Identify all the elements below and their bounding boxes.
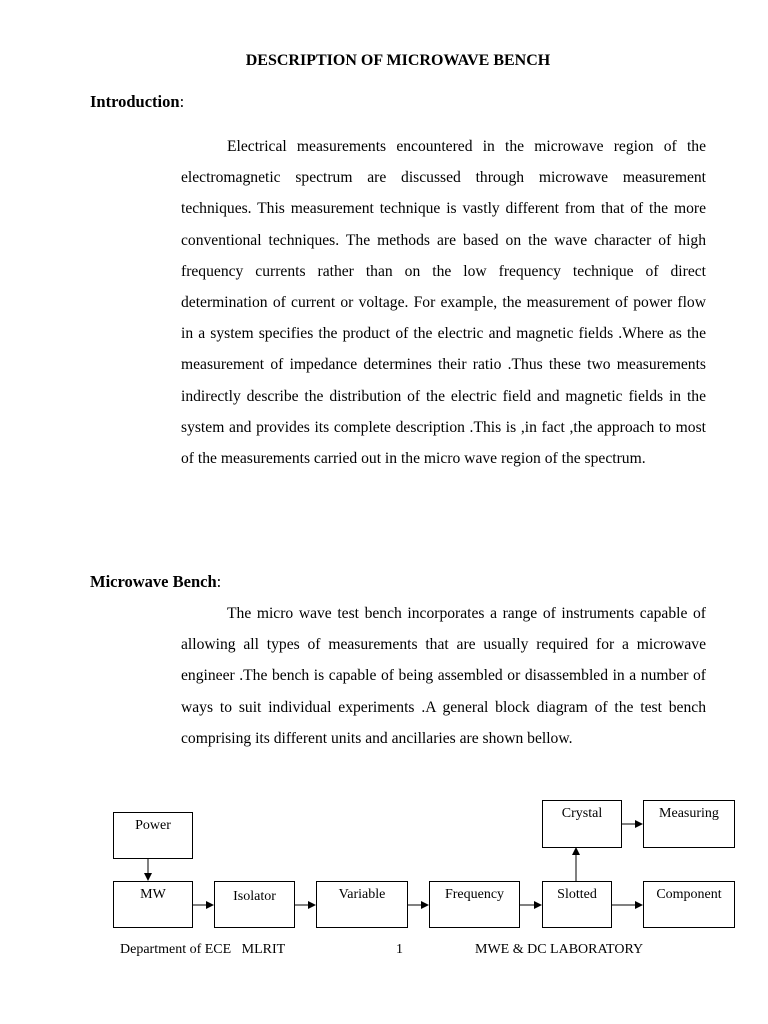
introduction-heading-label: Introduction bbox=[90, 92, 180, 111]
component-block-label: Component bbox=[656, 887, 722, 902]
microwave-bench-heading-colon: : bbox=[216, 572, 222, 591]
frequency-block-label: Frequency bbox=[444, 887, 505, 902]
slotted-block bbox=[542, 881, 612, 928]
mw-block-label: MW bbox=[140, 887, 166, 902]
footer-lab-name: MWE & DC LABORATORY bbox=[475, 942, 644, 957]
variable-block bbox=[316, 881, 408, 928]
crystal-block bbox=[542, 800, 622, 848]
power-block bbox=[113, 812, 193, 859]
measuring-block bbox=[643, 800, 735, 848]
crystal-block-label: Crystal bbox=[561, 806, 603, 821]
footer-department: Department of ECE MLRIT bbox=[120, 942, 286, 957]
page-title: DESCRIPTION OF MICROWAVE BENCH bbox=[245, 52, 551, 69]
slotted-block-label: Slotted bbox=[557, 887, 597, 902]
measuring-block-label: Measuring bbox=[659, 806, 719, 821]
isolator-block-label: Isolator bbox=[233, 889, 276, 904]
microwave-bench-heading-label: Microwave Bench bbox=[90, 572, 217, 591]
power-block-label: Power bbox=[135, 818, 171, 833]
introduction-paragraph: Electrical measurements encountered in the microwave region of the electromagnetic spectrum are discussed through microwave measurement techniques. This measurement technique is vastly different from that of the more conventional techniques. The methods are based on the wave character of high frequency currents rather than on the low frequency technique of direct determination of current or voltage. For example, the measurement of power flow in a system specifies the product of the electric and magnetic fields .Where as the measurement of impedance determines their ratio .Thus these two measurements indirectly describe the distribution of the electric field and magnetic fields in the system and provides its complete description .This is ,in fact ,the approach to most of the measurements carried out in the micro wave region of the spectrum. bbox=[181, 138, 706, 468]
isolator-block bbox=[214, 881, 295, 928]
frequency-block bbox=[429, 881, 520, 928]
component-block bbox=[643, 881, 735, 928]
footer-page-number: 1 bbox=[396, 942, 403, 957]
mw-block bbox=[113, 881, 193, 928]
microwave-bench-paragraph: The micro wave test bench incorporates a range of instruments capable of allowing all types of measurements that are usually required for a microwave engineer .The bench is capable of being assembled or disassembled in a number of ways to suit individual experiments .A general block diagram of the test bench comprising its different units and ancillaries are shown bellow. bbox=[181, 605, 706, 747]
introduction-heading-colon: : bbox=[179, 92, 185, 111]
variable-block-label: Variable bbox=[338, 887, 386, 902]
